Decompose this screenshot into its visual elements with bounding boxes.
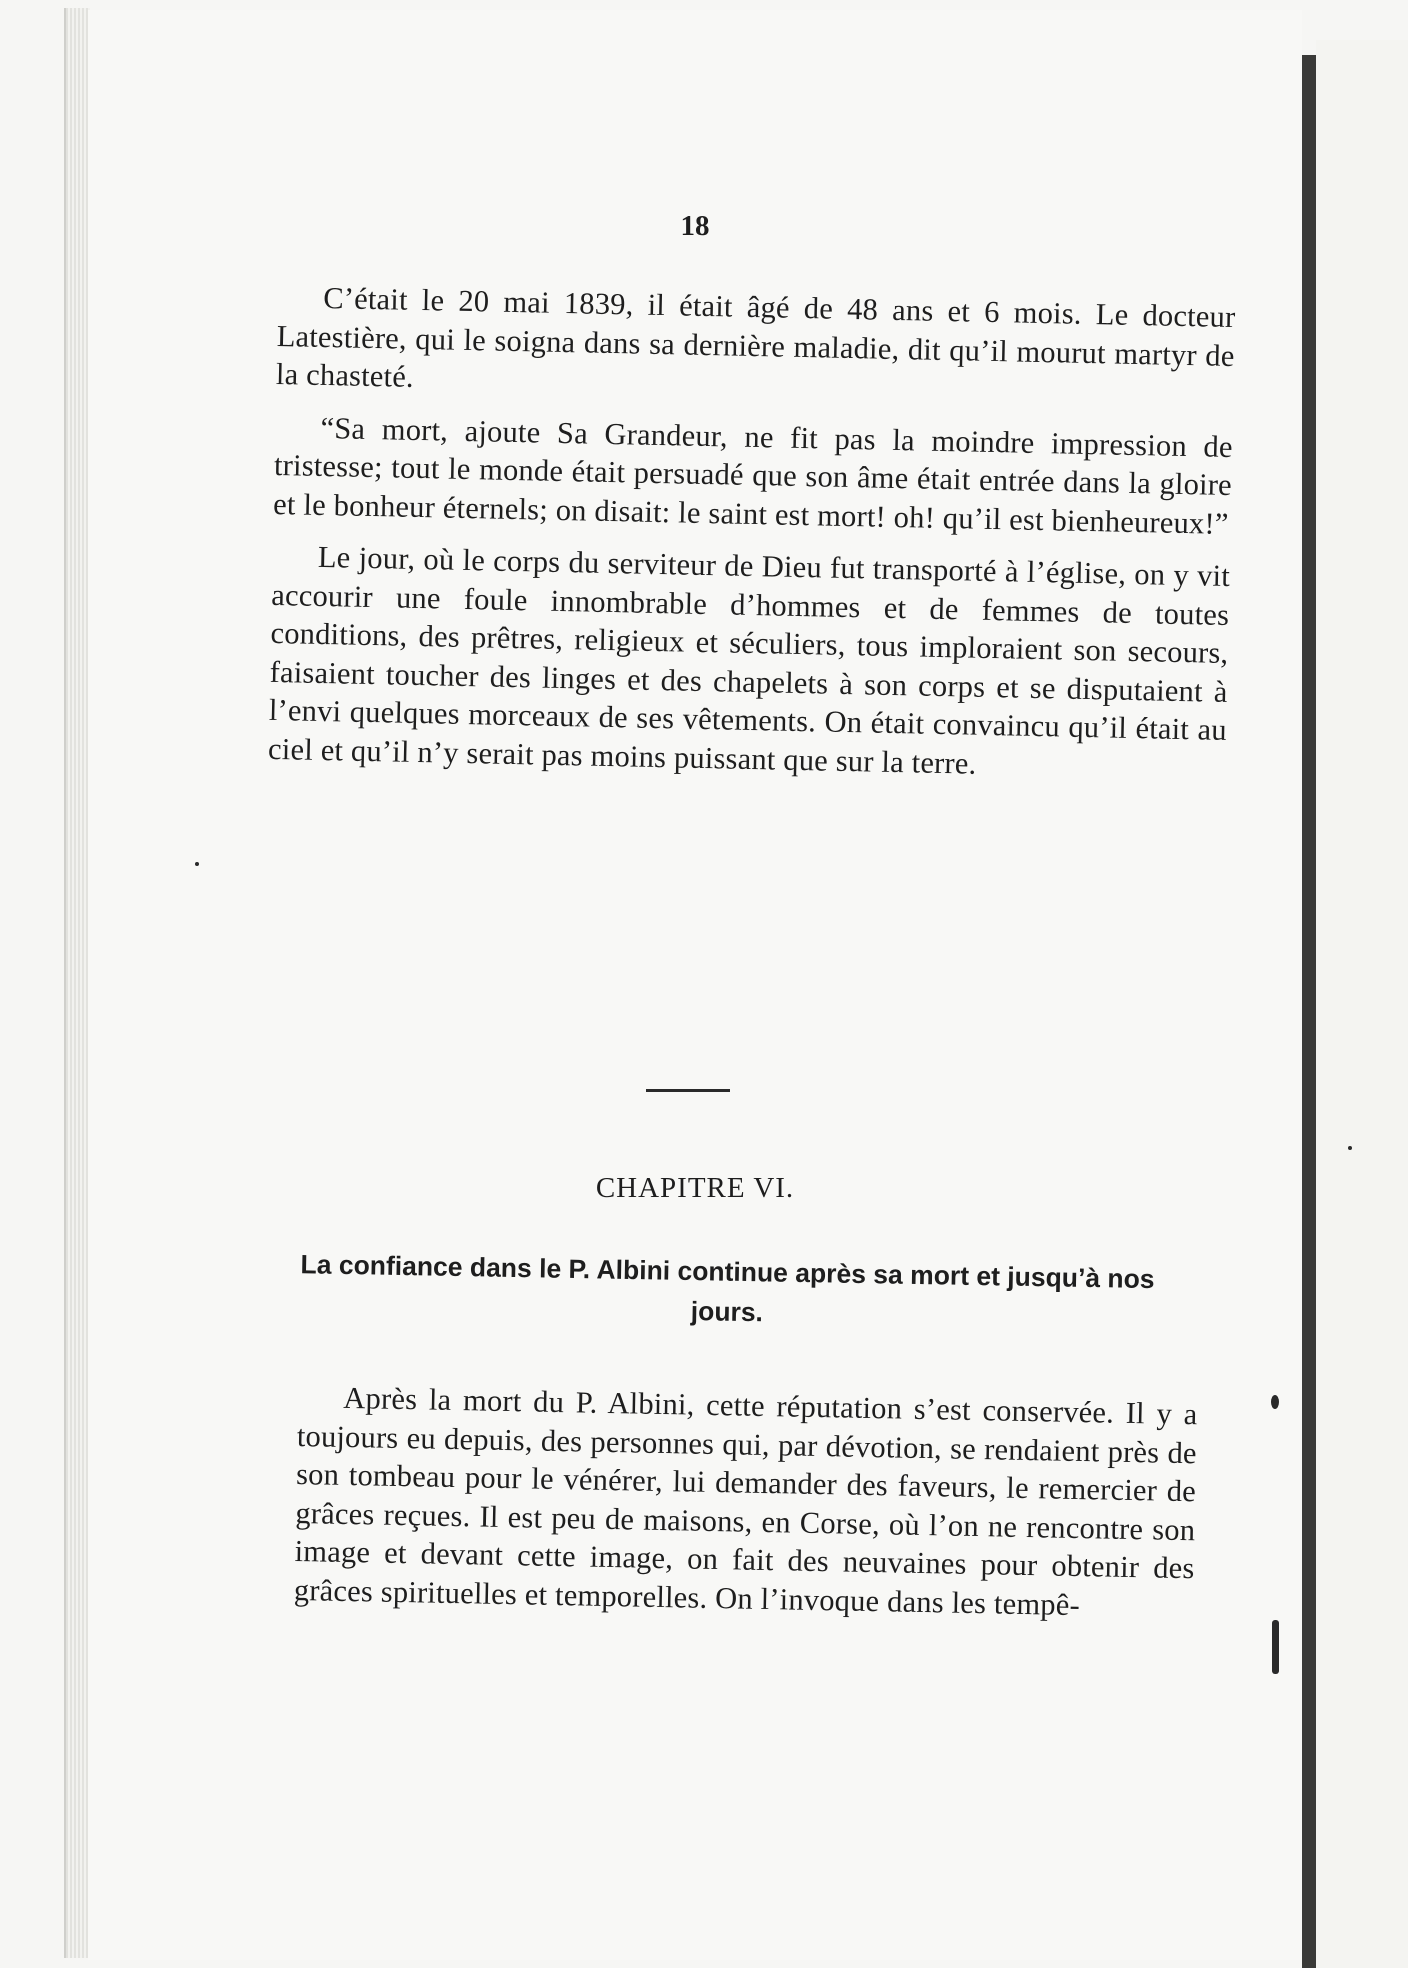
body-text-top [267, 278, 1235, 802]
chapter-subtitle: La confiance dans le P. Albini continue après sa mort et jusqu’à nos jours. [300, 1249, 1155, 1328]
speck [195, 862, 199, 866]
binding-mark [1272, 1620, 1279, 1674]
paragraph-3: Le jour, où le corps du serviteur de Dieu fut transporté à l’église, on y vit accourir une foule innombrable d’hommes et de femmes de toutes conditions, des prêtres, religieux et séculiers, tous imploraient son secours, faisaient toucher des linges et des chapelets à son corps et se disputaient à l’envi quelques morceaux de ses vêtements. On était convaincu qu’il était au ciel et qu’il n’y serait pas moins puissant que sur la terre. [267, 539, 1231, 781]
book-gutter [1302, 55, 1316, 1968]
speck [1348, 1146, 1352, 1150]
body-text-bottom [293, 1378, 1198, 1640]
book-page [88, 10, 1302, 1960]
paragraph-2: “Sa mort, ajoute Sa Grandeur, ne fit pas la moindre impression de tristesse; tout le monde était persuadé que son âme était entrée dans la gloire et le bonheur éternels; on disait: le saint est mort! oh! qu’il est bienheureux!” [272, 410, 1234, 541]
chapter-title: CHAPITRE VI. [595, 1172, 795, 1204]
paragraph-4: Après la mort du P. Albini, cette réputation s’est conservée. Il y a toujours eu depuis, des personnes qui, par dévotion, se rendaient près de son tombeau pour le vénérer, lui demander des faveurs, le remercier de grâces reçues. Il est peu de maisons, en Corse, où l’on ne rencontre son image et devant cette image, on fait des neuvaines pour obtenir des grâces spirituelles et temporelles. On l’invoque dans les tempê- [293, 1380, 1198, 1622]
paragraph-1: C’était le 20 mai 1839, il était âgé de 48 ans et 6 mois. Le docteur Latestière, qui le soigna dans sa dernière maladie, dit qu’il mourut martyr de la chasteté. [275, 280, 1236, 394]
binding-mark [1271, 1395, 1279, 1409]
facing-page-edge [1316, 40, 1408, 1968]
page-edges [64, 8, 90, 1958]
section-divider [646, 1089, 730, 1092]
page-number: 18 [680, 210, 710, 242]
